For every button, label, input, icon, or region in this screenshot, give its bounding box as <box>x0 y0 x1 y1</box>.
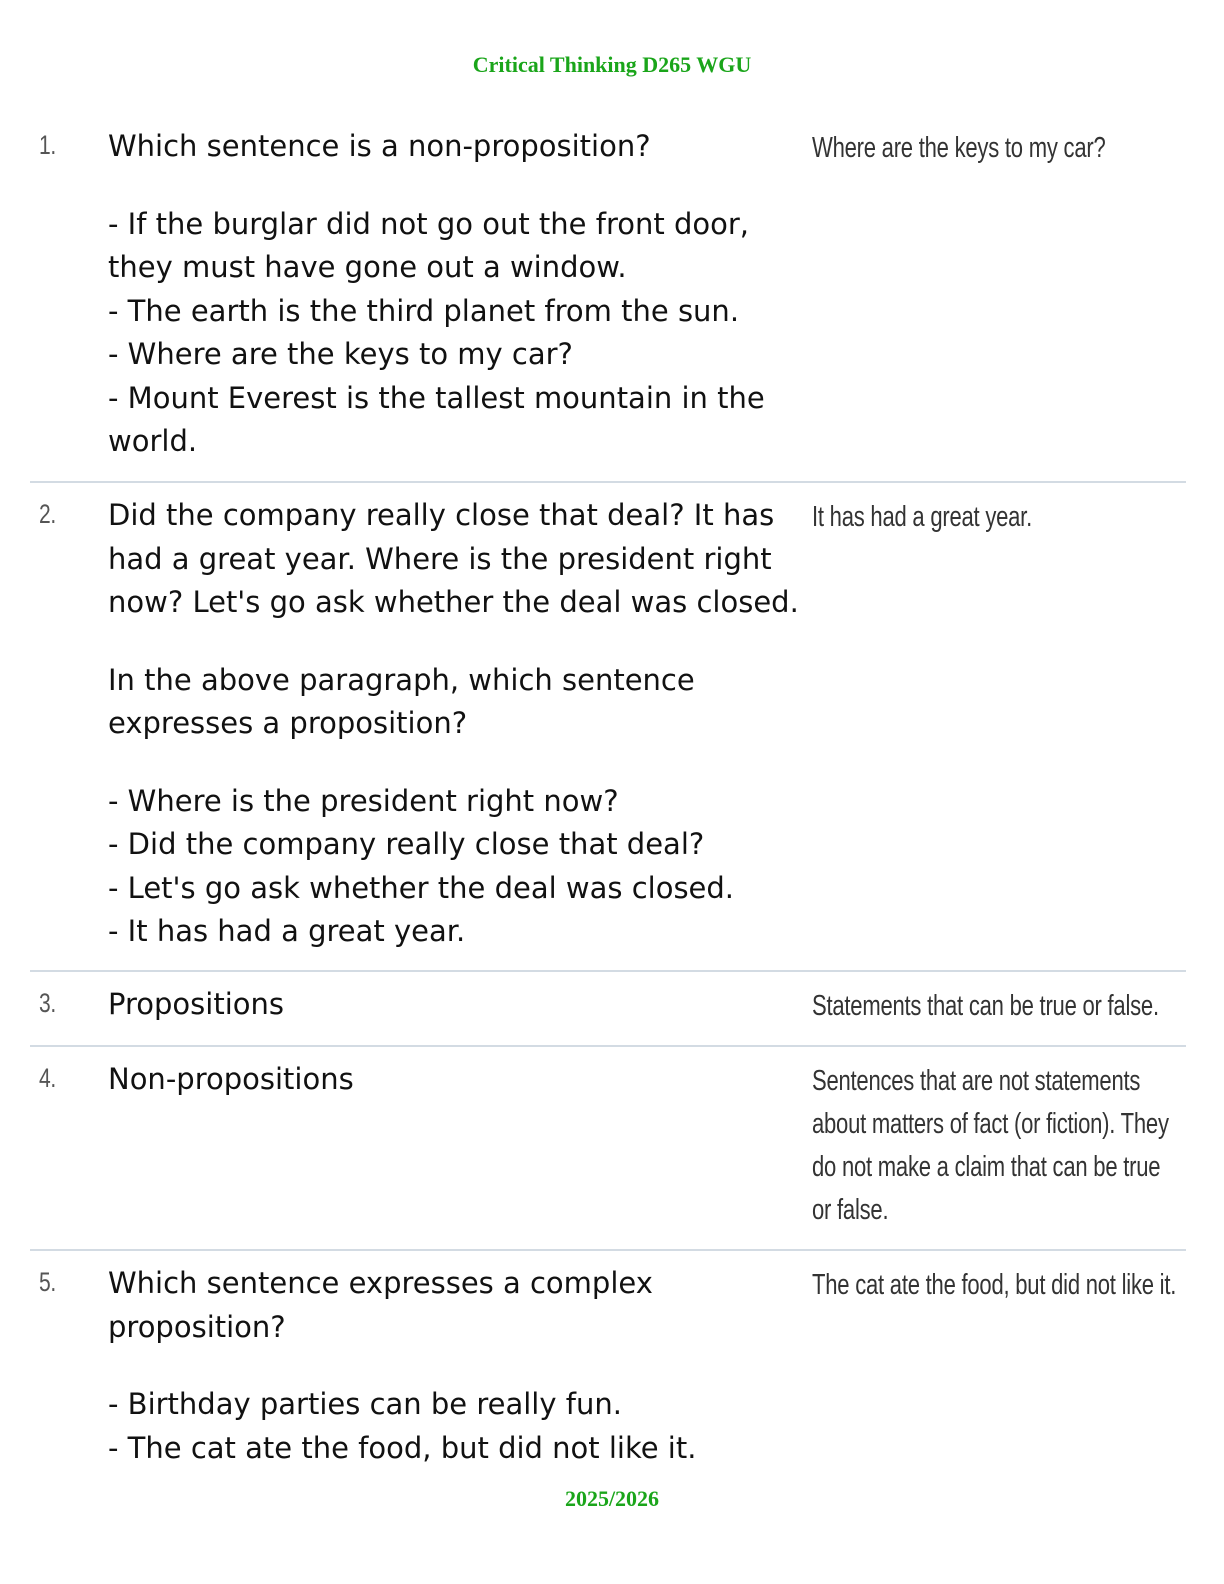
flashcard-list <box>30 120 1186 1491</box>
answer-text: Where are the keys to my car? <box>812 132 1106 164</box>
answer-text: Sentences that are not statements about matters of fact (or fiction). They do not make a claim that can be true or false. <box>812 1065 1169 1226</box>
card-answer <box>812 127 1106 170</box>
option-text: - Where is the president right now? <box>108 783 619 818</box>
flashcard <box>30 1251 1186 1491</box>
option-text: - The cat ate the food, but did not like it. <box>108 1430 697 1465</box>
option-text: - Did the company really close that deal? <box>108 827 705 861</box>
question-text: In the above paragraph, which sentence expresses a proposition? <box>108 662 695 740</box>
card-question <box>108 983 808 1027</box>
flashcard <box>30 120 1186 483</box>
option-text: - The earth is the third planet from the sun. <box>108 293 740 328</box>
option-text: - If the burglar did not go out the front door, they must have gone out a window. <box>108 206 749 284</box>
card-answer <box>812 1264 1177 1307</box>
option-text: - Let's go ask whether the deal was closed. <box>108 870 735 905</box>
option-text: - Birthday parties can be really fun. <box>108 1387 622 1421</box>
answer-text: Statements that can be true or false. <box>812 990 1159 1022</box>
question-text: Did the company really close that deal? It has had a great year. Where is the president right now? Let's go ask whether the deal was closed. <box>108 498 799 619</box>
flashcard <box>30 1047 1186 1251</box>
page-footer-year: 2025/2026 <box>564 1486 660 1511</box>
question-text: Which sentence expresses a complex proposition? <box>108 1266 653 1344</box>
card-question <box>108 494 808 954</box>
card-number: 3. <box>39 988 56 1018</box>
option-text: - It has had a great year. <box>108 914 466 948</box>
card-number: 1. <box>39 130 56 160</box>
question-text: Propositions <box>108 987 284 1021</box>
card-answer <box>812 985 1159 1028</box>
card-question <box>108 1262 808 1470</box>
card-number: 5. <box>39 1267 56 1297</box>
answer-text: It has had a great year. <box>812 501 1032 533</box>
card-number: 4. <box>39 1063 56 1093</box>
page-header-title: Critical Thinking D265 WGU <box>472 52 752 77</box>
question-text: Non-propositions <box>108 1062 354 1096</box>
card-question <box>108 1058 808 1102</box>
flashcard <box>30 483 1186 972</box>
option-text: - Where are the keys to my car? <box>108 337 573 371</box>
question-text: Which sentence is a non-proposition? <box>108 129 651 163</box>
flashcard <box>30 972 1186 1047</box>
option-text: - Mount Everest is the tallest mountain in the world. <box>108 380 765 458</box>
card-number: 2. <box>39 499 56 529</box>
card-answer <box>812 1060 1169 1232</box>
card-answer <box>812 496 1093 539</box>
answer-text: The cat ate the food, but did not like it. <box>812 1269 1177 1301</box>
card-question <box>108 125 808 464</box>
